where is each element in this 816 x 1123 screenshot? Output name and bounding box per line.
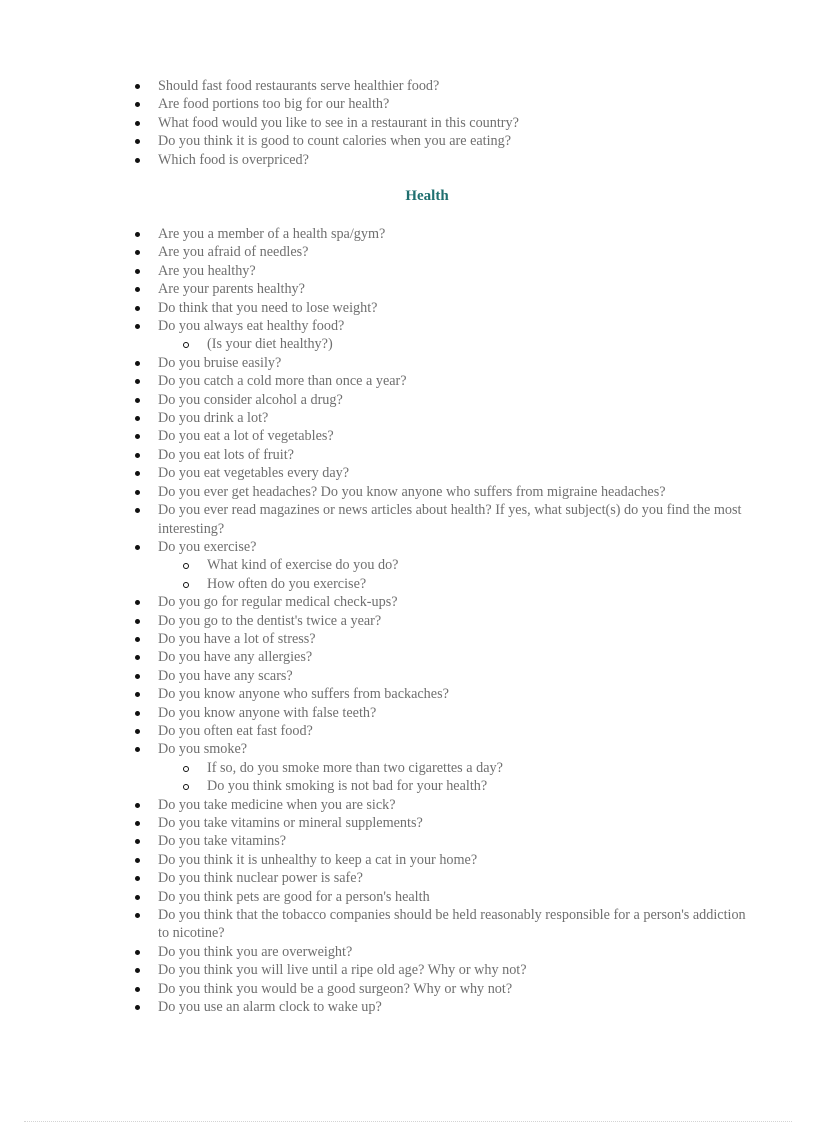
question-item (0, 372, 816, 390)
question-item (0, 280, 816, 298)
question-item (0, 132, 816, 150)
question-text: Do you know anyone who suffers from backaches? (158, 686, 449, 703)
question-item (0, 538, 816, 556)
sub-question-item (0, 575, 816, 593)
question-item (0, 722, 816, 740)
question-item (0, 832, 816, 850)
question-text: Do you think smoking is not bad for your health? (207, 778, 488, 795)
question-text: (Is your diet healthy?) (207, 336, 333, 353)
question-item (0, 796, 816, 814)
question-text: Do you have any scars? (158, 667, 293, 684)
question-text: Do you often eat fast food? (158, 722, 313, 739)
question-item (0, 740, 816, 758)
question-text: Do you think that the tobacco companies should be held reasonably responsible for a person's addiction to nicotine? (158, 907, 746, 942)
question-text: Which food is overpriced? (158, 151, 309, 168)
question-item (0, 888, 816, 906)
question-text: Do you take medicine when you are sick? (158, 796, 396, 813)
sub-question-item (0, 556, 816, 574)
question-text: Do you think nuclear power is safe? (158, 870, 363, 887)
question-text: Do you consider alcohol a drug? (158, 391, 343, 408)
question-item (0, 114, 816, 132)
question-text: Do you use an alarm clock to wake up? (158, 999, 382, 1016)
question-text: Do you always eat healthy food? (158, 318, 345, 335)
question-text: Do you think it is good to count calories when you are eating? (158, 133, 512, 150)
question-item (0, 409, 816, 427)
question-text: Do you drink a lot? (158, 410, 269, 427)
page-bottom-rule (24, 1121, 792, 1122)
question-item (0, 998, 816, 1016)
question-text: How often do you exercise? (207, 575, 367, 592)
question-text: Do you have a lot of stress? (158, 630, 316, 647)
question-text: Do you catch a cold more than once a year? (158, 373, 407, 390)
question-item (0, 980, 816, 998)
question-item (0, 262, 816, 280)
question-text: Do you think you would be a good surgeon? Why or why not? (158, 980, 513, 997)
question-item (0, 95, 816, 113)
question-item (0, 243, 816, 261)
question-item (0, 464, 816, 482)
question-item (0, 446, 816, 464)
question-text: Do you go for regular medical check-ups? (158, 594, 398, 611)
question-item (0, 427, 816, 445)
question-item (0, 151, 816, 169)
question-item (0, 483, 816, 501)
question-text: Should fast food restaurants serve healthier food? (158, 78, 440, 94)
question-item (0, 704, 816, 722)
sub-question-item (0, 777, 816, 795)
question-text: Do you take vitamins? (158, 833, 287, 850)
question-item (0, 814, 816, 832)
question-text: Do you think you will live until a ripe old age? Why or why not? (158, 962, 527, 979)
question-text: Are you healthy? (158, 262, 256, 279)
question-item (0, 354, 816, 372)
question-text: Do you think pets are good for a person's health (158, 888, 430, 905)
question-text: Do you think you are overweight? (158, 943, 353, 960)
question-text: Do think that you need to lose weight? (158, 299, 378, 316)
question-text: Are food portions too big for our health? (158, 96, 390, 113)
question-text: Are you a member of a health spa/gym? (158, 226, 386, 242)
question-item (0, 667, 816, 685)
question-text: Do you smoke? (158, 741, 248, 758)
question-text: What kind of exercise do you do? (207, 557, 399, 574)
question-item (0, 225, 816, 243)
question-text: Do you eat vegetables every day? (158, 465, 350, 482)
question-text: Do you know anyone with false teeth? (158, 704, 377, 721)
question-text: Are you afraid of needles? (158, 244, 309, 261)
question-item (0, 501, 816, 538)
question-text: Do you have any allergies? (158, 649, 313, 666)
health-question-list (0, 225, 816, 1016)
question-text: Do you eat lots of fruit? (158, 446, 294, 463)
question-item (0, 869, 816, 887)
sub-question-item (0, 759, 816, 777)
section-title-health: Health (405, 188, 449, 204)
question-text: If so, do you smoke more than two cigarettes a day? (207, 759, 503, 776)
food-question-list (0, 77, 816, 169)
question-text: Do you exercise? (158, 538, 257, 555)
question-item (0, 943, 816, 961)
sub-question-item (0, 335, 816, 353)
question-item (0, 630, 816, 648)
question-item (0, 317, 816, 335)
question-item (0, 593, 816, 611)
question-item (0, 961, 816, 979)
question-text: Do you go to the dentist's twice a year? (158, 612, 382, 629)
question-text: Do you eat a lot of vegetables? (158, 428, 334, 445)
question-item (0, 648, 816, 666)
question-text: Do you think it is unhealthy to keep a cat in your home? (158, 851, 478, 868)
question-item (0, 299, 816, 317)
question-item (0, 391, 816, 409)
question-text: Are your parents healthy? (158, 281, 305, 298)
question-text: Do you bruise easily? (158, 354, 282, 371)
question-item (0, 906, 816, 943)
question-text: Do you ever read magazines or news articles about health? If yes, what subject(s) do you find the most interesting? (158, 502, 742, 537)
question-text: Do you ever get headaches? Do you know anyone who suffers from migraine headaches? (158, 483, 666, 500)
question-item (0, 77, 816, 95)
question-text: Do you take vitamins or mineral supplements? (158, 815, 423, 831)
question-item (0, 612, 816, 630)
question-item (0, 851, 816, 869)
question-item (0, 685, 816, 703)
question-text: What food would you like to see in a restaurant in this country? (158, 114, 519, 131)
